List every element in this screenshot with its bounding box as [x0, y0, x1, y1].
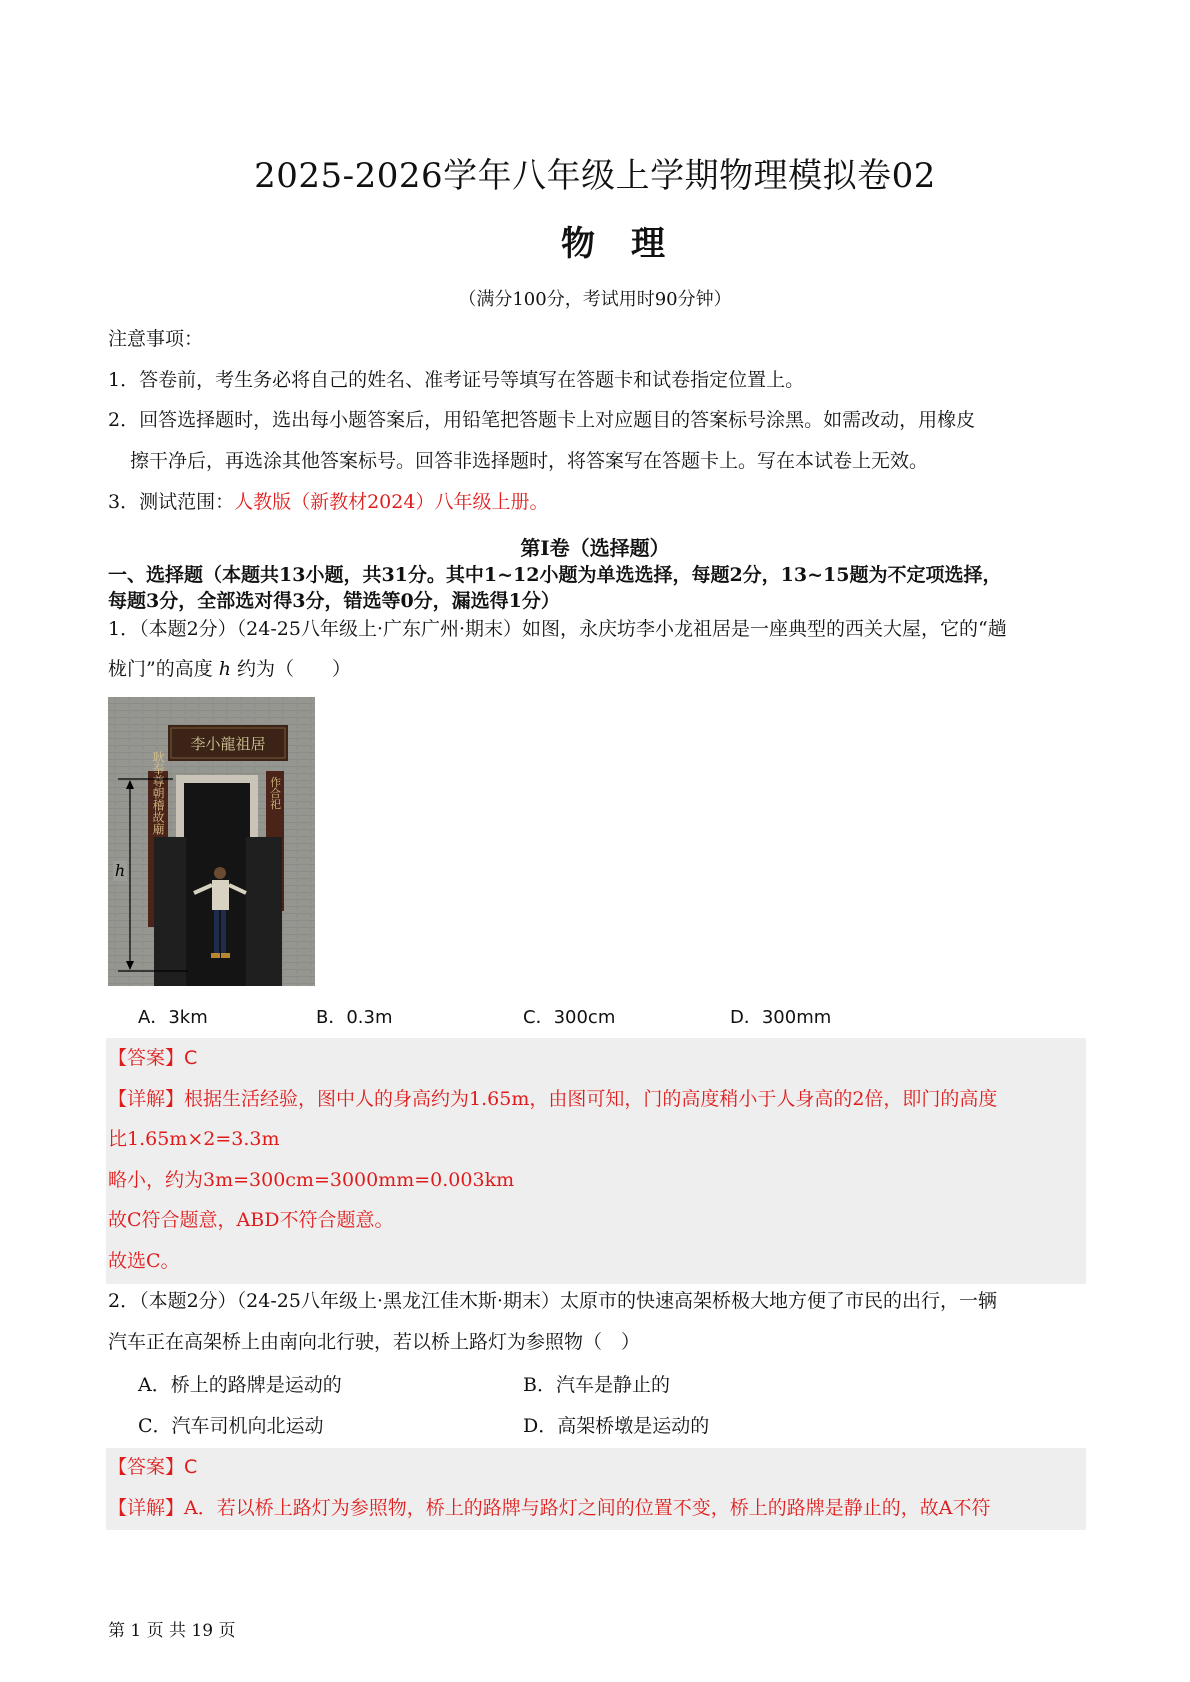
q1-option-d: D．300mm [730, 1007, 832, 1028]
exam-title: 2025-2026学年八年级上学期物理模拟卷02 [254, 156, 936, 196]
q1-detail-1 [108, 1086, 997, 1112]
subject-title: 物理 [561, 224, 701, 264]
section-instruction-2: 每题3分，全部选对得3分，错选等0分，漏选得1分） [108, 590, 560, 612]
q1-detail-text-1: 根据生活经验，图中人的身高约为1.65m，由图可知，门的高度稍小于人身高的2倍，即门的高度 [184, 1088, 998, 1110]
person-sweater [212, 880, 229, 910]
note-3 [108, 489, 548, 515]
note-1: 1．答卷前，考生务必将自己的姓名、准考证号等填写在答题卡和试卷指定位置上。 [108, 369, 805, 391]
door-panel-left [154, 837, 186, 986]
section-title: 第Ⅰ卷（选择题） [520, 536, 670, 560]
note-3-prefix: 3．测试范围： [108, 491, 235, 513]
note-2-line-2: 擦干净后，再选涂其他答案标号。回答非选择题时，将答案写在答题卡上。写在本试卷上无效。 [130, 450, 929, 472]
q2-option-a: A．桥上的路牌是运动的 [138, 1374, 342, 1396]
q2-answer-value: C [184, 1456, 198, 1478]
q1-h-symbol: h [218, 658, 231, 680]
note-3-scope: 人教版（新教材2024）八年级上册。 [234, 491, 549, 513]
q2-detail-tag: 【详解】 [108, 1497, 185, 1519]
q2-option-b: B．汽车是静止的 [523, 1374, 670, 1396]
q2-answer [108, 1454, 197, 1480]
q1-option-b: B．0.3m [316, 1007, 393, 1028]
h-label: h [114, 861, 126, 880]
q1-stem-line-2 [108, 656, 351, 682]
exam-meta: （满分100分，考试用时90分钟） [458, 289, 732, 310]
q1-option-a: A．3km [138, 1007, 208, 1028]
q2-detail-1 [108, 1495, 990, 1521]
couplet-right-text: 作合祀 [268, 776, 282, 810]
plaque-text: 李小龍祖居 [190, 735, 266, 753]
q1-door-photo [108, 697, 315, 986]
q1-option-c: C．300cm [523, 1007, 616, 1028]
note-2-line-1: 2．回答选择题时，选出每小题答案后，用铅笔把答题卡上对应题目的答案标号涂黑。如需改动，用橡皮 [108, 409, 976, 431]
section-instruction-1: 一、选择题（本题共13小题，共31分。其中1~12小题为单选选择，每题2分，13~15题为不定项选择， [108, 564, 1002, 586]
q1-detail-3: 略小，约为3m=300cm=3000mm=0.003km [108, 1169, 515, 1191]
door-panel-right [246, 837, 282, 986]
person-head [214, 867, 226, 879]
q1-answer-tag: 【答案】 [108, 1047, 185, 1069]
q2-option-d: D．高架桥墩是运动的 [523, 1415, 710, 1437]
page-footer: 第 1 页 共 19 页 [108, 1621, 236, 1641]
q1-stem-line-1: 1．（本题2分）（24-25八年级上·广东广州·期末）如图，永庆坊李小龙祖居是一座典型的西关大屋，它的“趟 [108, 618, 1007, 640]
q2-detail-text-1: A．若以桥上路灯为参照物，桥上的路牌与路灯之间的位置不变，桥上的路牌是静止的，故A不符 [184, 1497, 991, 1519]
q1-stem-text-b: 约为（ ） [236, 658, 351, 680]
q1-detail-2: 比1.65m×2=3.3m [108, 1128, 280, 1150]
q1-answer [108, 1045, 197, 1071]
q1-detail-tag: 【详解】 [108, 1088, 185, 1110]
q2-stem-line-2: 汽车正在高架桥上由南向北行驶，若以桥上路灯为参照物（ ） [108, 1331, 641, 1353]
q2-option-c: C．汽车司机向北运动 [138, 1415, 324, 1437]
notes-heading: 注意事项： [108, 328, 204, 350]
q1-stem-text-a: 栊门”的高度 [108, 658, 213, 680]
q2-stem-line-1: 2．（本题2分）（24-25八年级上·黑龙江佳木斯·期末）太原市的快速高架桥极大地方便了市民的出行，一辆 [108, 1290, 998, 1312]
couplet-left-text: 耿奉尊朝稽故廟 [151, 751, 165, 835]
q1-answer-value: C [184, 1047, 198, 1069]
q1-answer-box [106, 1038, 1086, 1284]
q1-detail-5: 故选C。 [108, 1250, 180, 1272]
q1-detail-4: 故C符合题意，ABD不符合题意。 [108, 1209, 394, 1231]
q2-answer-tag: 【答案】 [108, 1456, 185, 1478]
